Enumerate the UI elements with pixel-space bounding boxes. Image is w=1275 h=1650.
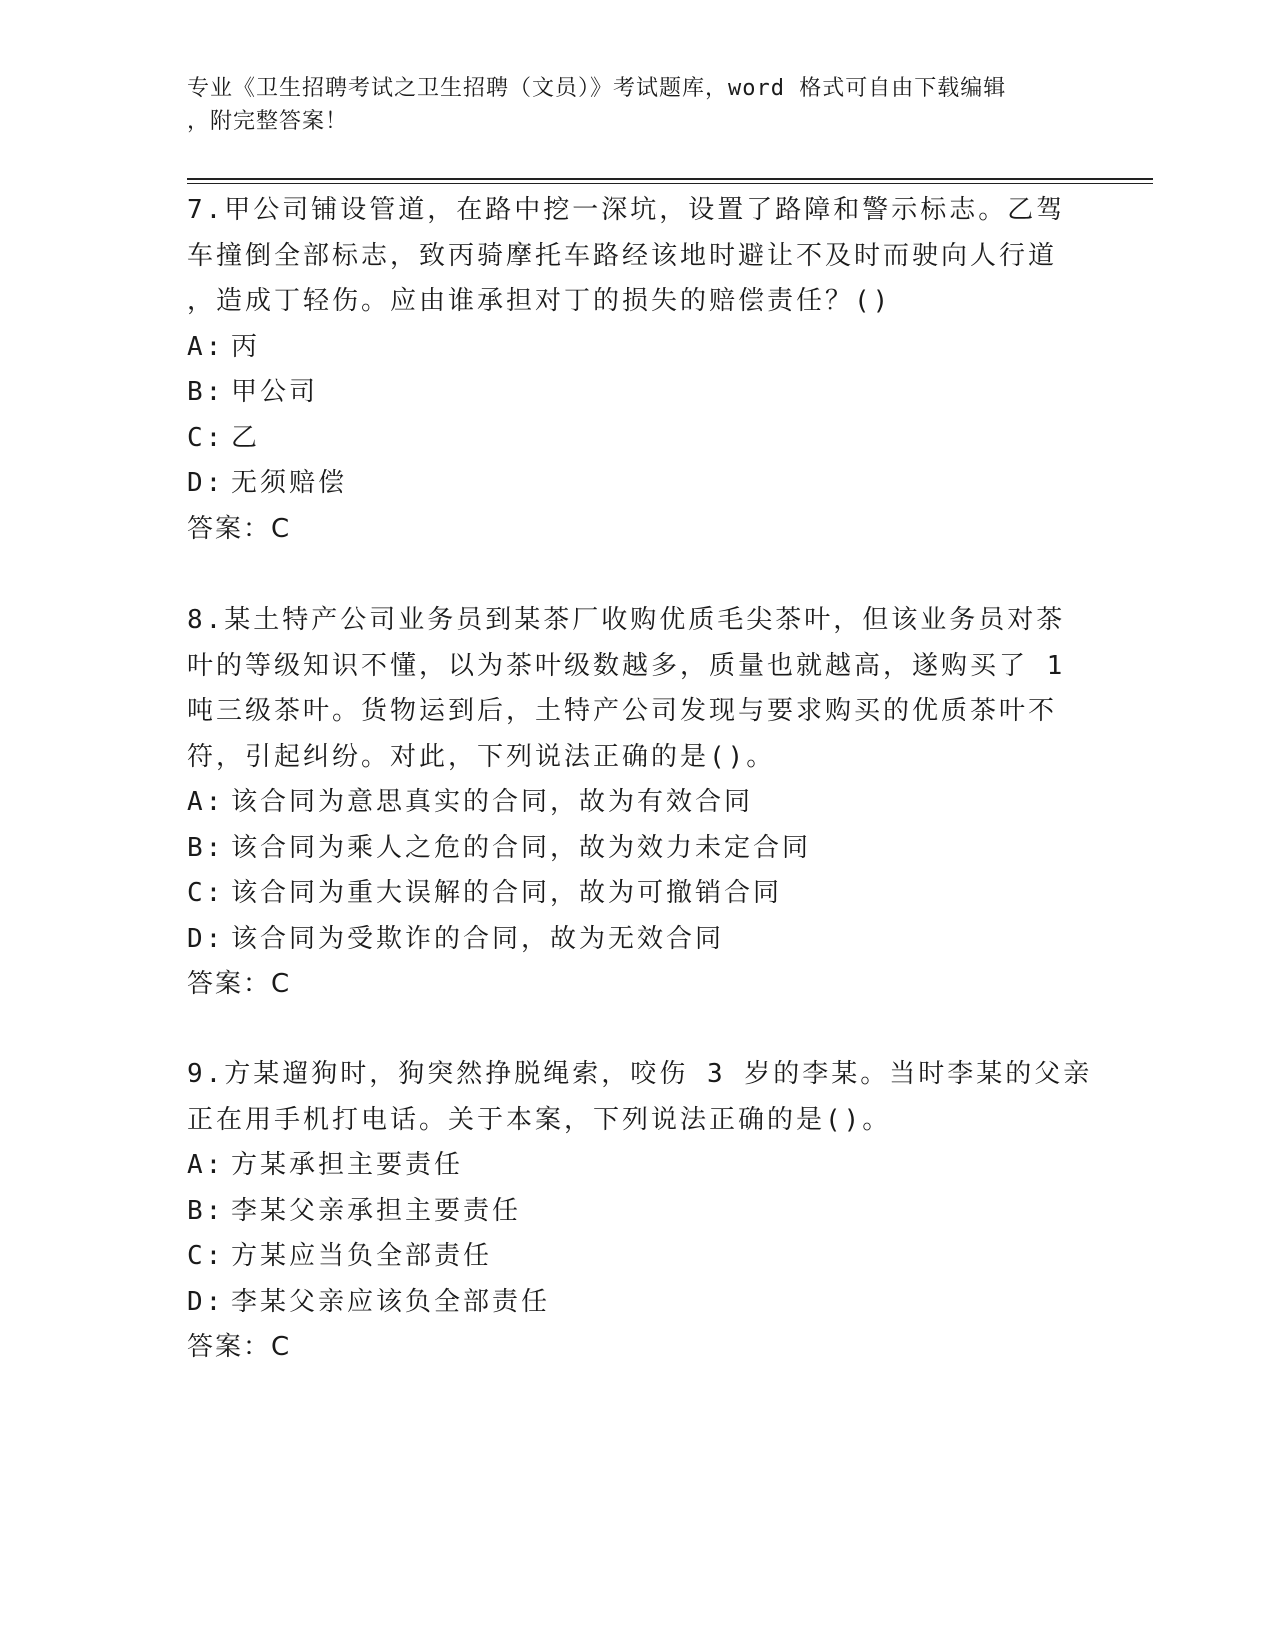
answer-label: 答案：C bbox=[187, 1332, 292, 1362]
option-a bbox=[187, 780, 1067, 826]
answer-label: 答案：C bbox=[187, 513, 292, 544]
option-letter: B: bbox=[187, 377, 225, 407]
question-9 bbox=[187, 1052, 1093, 1371]
question-text-line: 吨三级茶叶。货物运到后，土特产公司发现与要求购买的优质茶叶不 bbox=[187, 696, 1058, 726]
option-text: 甲公司 bbox=[231, 377, 319, 407]
option-text: 方某应当负全部责任 bbox=[231, 1241, 493, 1271]
question-text-line: 符，引起纠纷。对此，下列说法正确的是()。 bbox=[187, 741, 776, 772]
option-letter: C: bbox=[187, 422, 225, 453]
option-text: 该合同为乘人之危的合同，故为效力未定合同 bbox=[231, 832, 812, 863]
question-text-line: 8.某土特产公司业务员到某茶厂收购优质毛尖茶叶，但该业务员对茶 bbox=[187, 605, 1066, 635]
option-letter: A: bbox=[187, 787, 225, 817]
document-header bbox=[187, 72, 1067, 138]
option-text: 李某父亲承担主要责任 bbox=[231, 1195, 522, 1226]
question-text-line: 叶的等级知识不懂，以为茶叶级数越多，质量也就越高，遂购买了 1 bbox=[187, 650, 1066, 681]
option-letter: D: bbox=[187, 923, 225, 954]
option-letter: A: bbox=[187, 1150, 225, 1180]
option-letter: D: bbox=[187, 1286, 225, 1317]
option-b bbox=[187, 1189, 1067, 1235]
option-d bbox=[187, 461, 1067, 507]
question-text-line: ，造成丁轻伤。应由谁承担对丁的损失的赔偿责任？() bbox=[187, 286, 892, 316]
question-text-line: 7.甲公司铺设管道，在路中挖一深坑，设置了路障和警示标志。乙驾 bbox=[187, 195, 1066, 225]
option-text: 该合同为意思真实的合同，故为有效合同 bbox=[231, 787, 754, 817]
answer-label: 答案：C bbox=[187, 969, 292, 999]
option-d bbox=[187, 1280, 1067, 1326]
question-8 bbox=[187, 598, 1067, 1008]
option-a bbox=[187, 1143, 1067, 1189]
option-letter: B: bbox=[187, 1195, 225, 1226]
option-a bbox=[187, 325, 1067, 371]
question-7 bbox=[187, 188, 1067, 552]
question-text-line: 9.方某遛狗时，狗突然挣脱绳索，咬伤 3 岁的李某。当时李某的父亲 bbox=[187, 1059, 1093, 1089]
option-b bbox=[187, 826, 1067, 872]
header-line-1: 专业《卫生招聘考试之卫生招聘（文员）》考试题库，word 格式可自由下载编辑 bbox=[187, 76, 1007, 101]
option-text: 丙 bbox=[231, 331, 261, 362]
option-letter: C: bbox=[187, 878, 225, 908]
option-letter: B: bbox=[187, 832, 225, 863]
header-divider-thick bbox=[187, 178, 1153, 180]
option-letter: C: bbox=[187, 1241, 225, 1271]
option-text: 李某父亲应该负全部责任 bbox=[231, 1286, 551, 1317]
option-text: 乙 bbox=[231, 422, 261, 453]
option-text: 方某承担主要责任 bbox=[231, 1150, 464, 1180]
option-text: 该合同为重大误解的合同，故为可撤销合同 bbox=[231, 878, 783, 908]
option-text: 无须赔偿 bbox=[231, 468, 348, 498]
option-d bbox=[187, 917, 1067, 963]
option-b bbox=[187, 370, 1067, 416]
header-divider-thin bbox=[187, 183, 1153, 184]
option-letter: A: bbox=[187, 331, 225, 362]
option-c bbox=[187, 416, 1067, 462]
header-line-2: ，附完整答案！ bbox=[187, 109, 349, 134]
option-text: 该合同为受欺诈的合同，故为无效合同 bbox=[231, 923, 725, 954]
option-c bbox=[187, 1234, 1067, 1280]
option-letter: D: bbox=[187, 468, 225, 498]
question-text-line: 正在用手机打电话。关于本案，下列说法正确的是()。 bbox=[187, 1104, 892, 1135]
option-c bbox=[187, 871, 1067, 917]
question-text-line: 车撞倒全部标志，致丙骑摩托车路经该地时避让不及时而驶向人行道 bbox=[187, 240, 1058, 271]
